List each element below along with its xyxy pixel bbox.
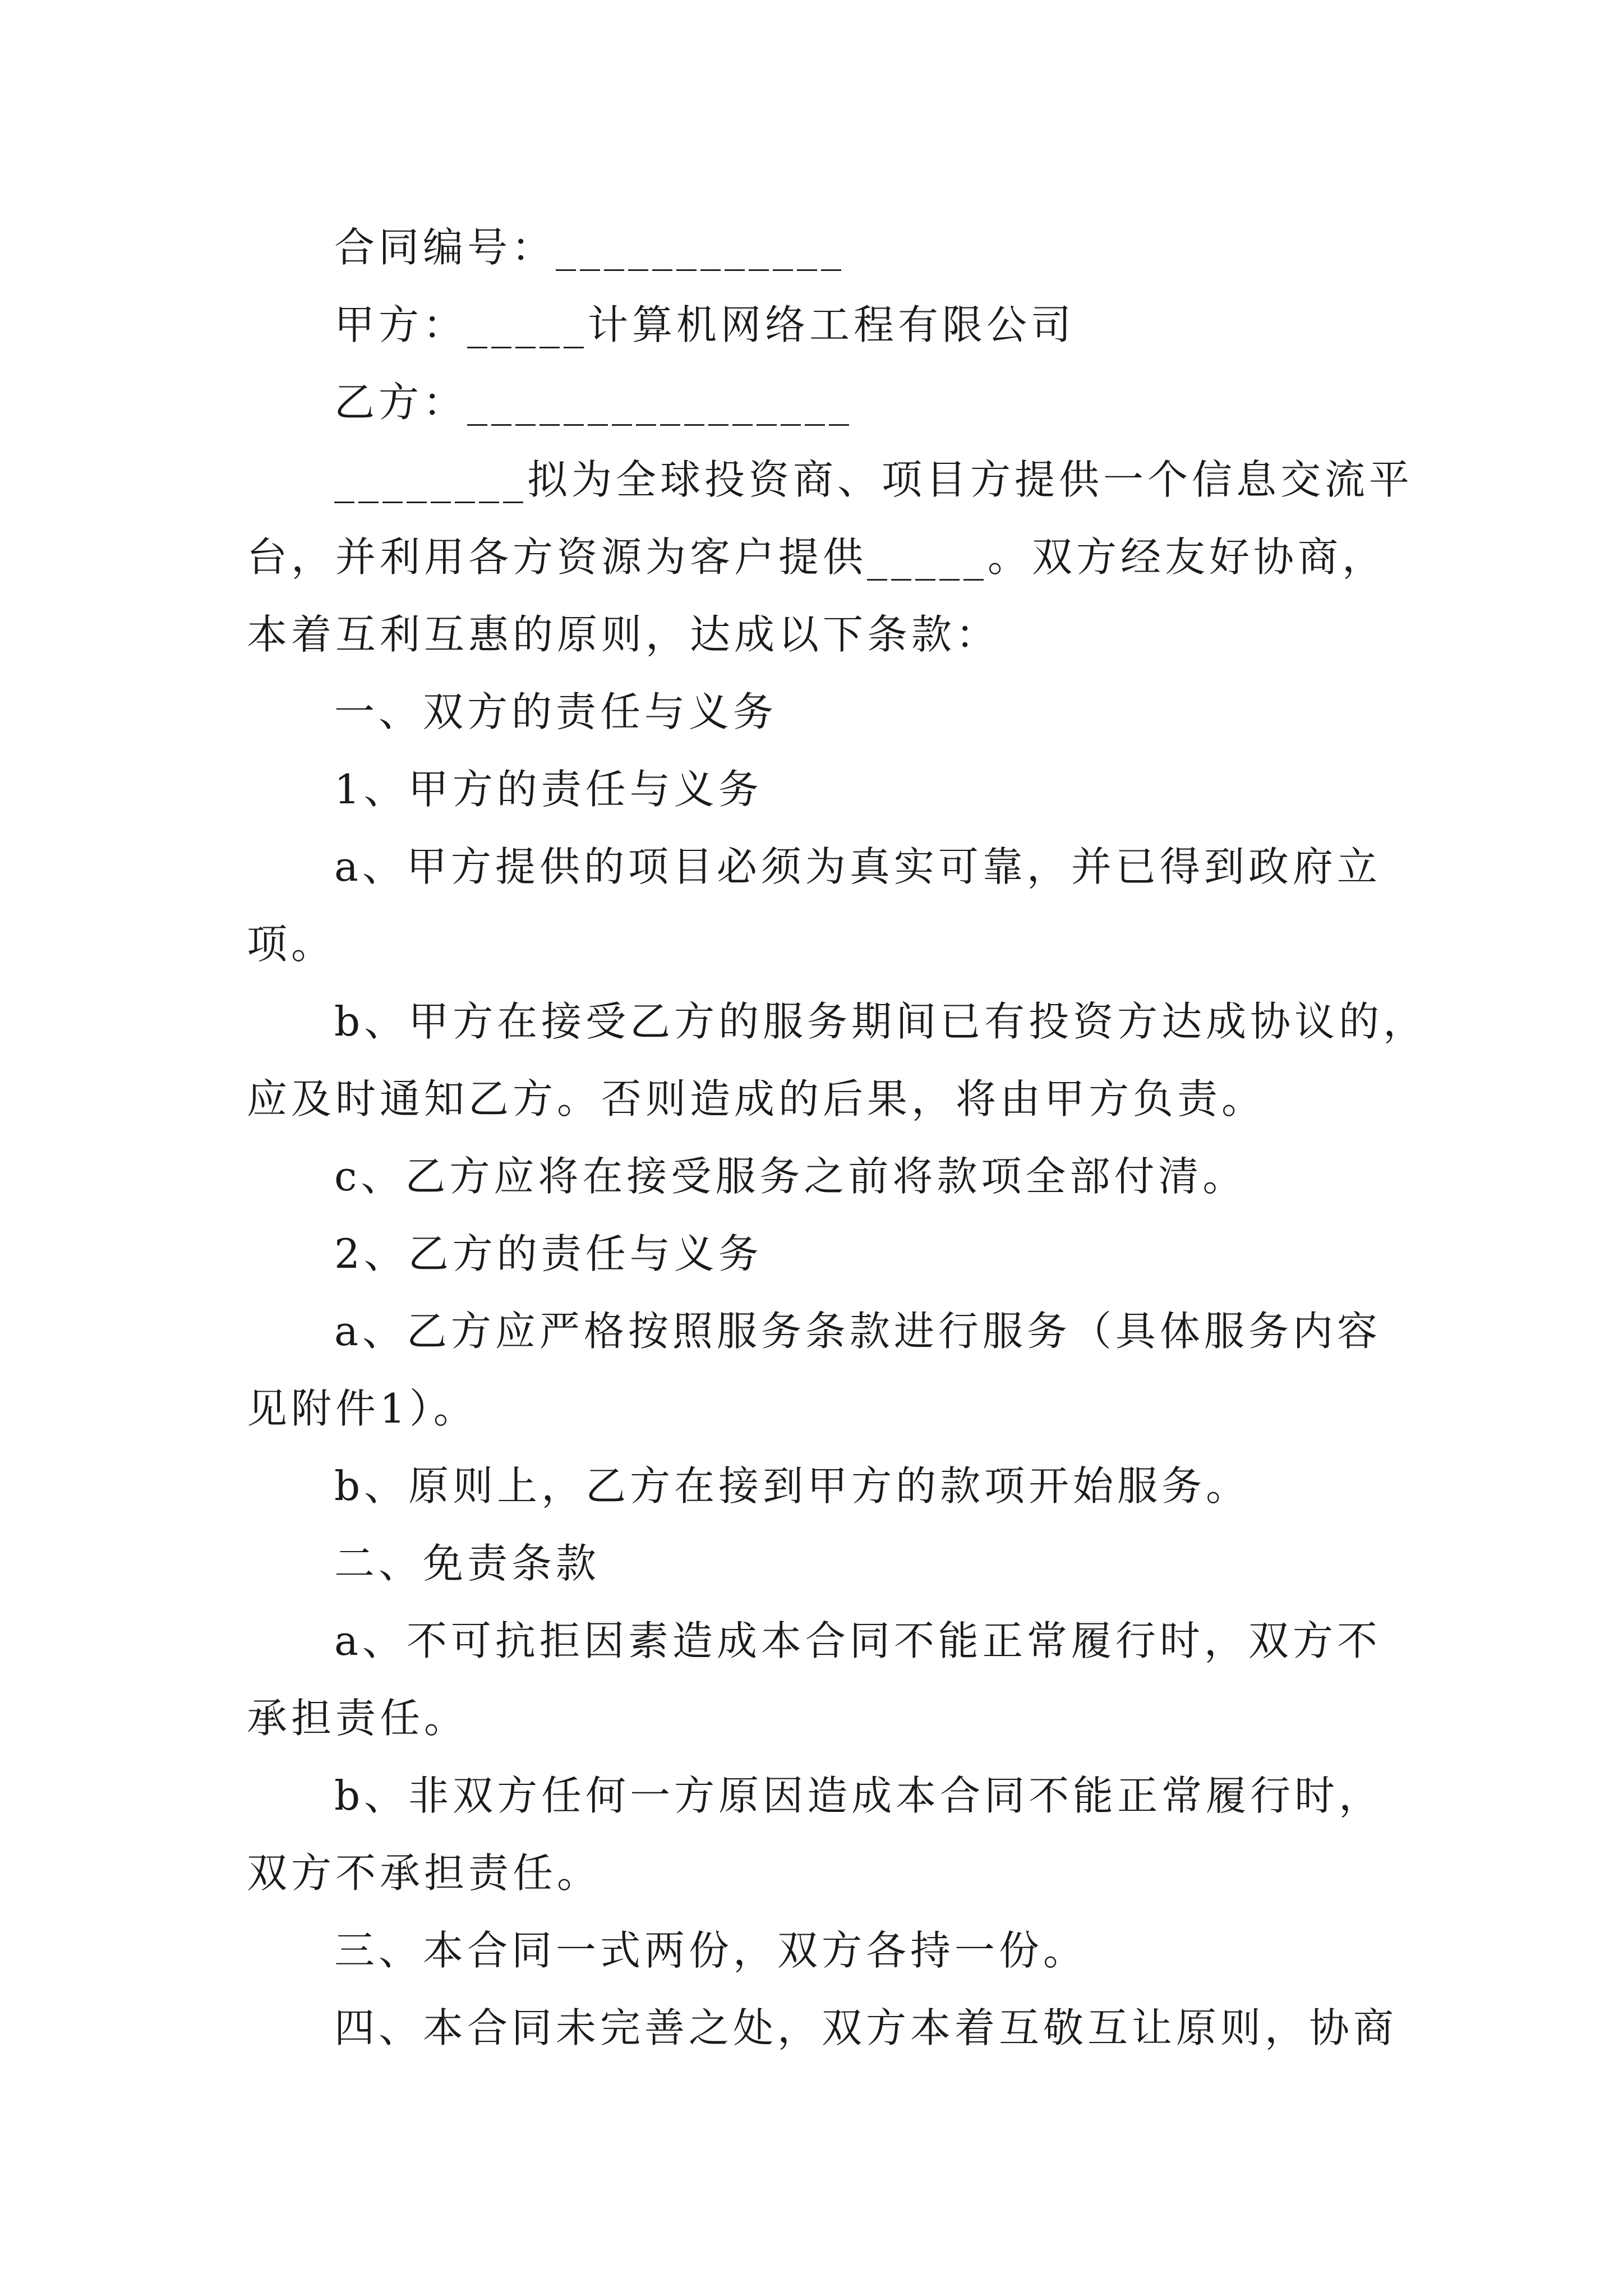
- preamble-line-3: 本着互利互惠的原则，达成以下条款：: [247, 611, 1000, 658]
- subsection-1-2-heading: 2、乙方的责任与义务: [334, 1230, 763, 1277]
- clause-2-b-line-2: 双方不承担责任。: [247, 1849, 602, 1897]
- clause-2-a-line-2: 承担责任。: [247, 1695, 469, 1742]
- clause-1-1-a-line-2: 项。: [247, 921, 336, 968]
- party-a-line: 甲方：_____计算机网络工程有限公司: [334, 301, 1076, 348]
- clause-1-1-a-line-1: a、甲方提供的项目必须为真实可靠，并已得到政府立: [334, 843, 1381, 890]
- preamble-line-1: ________拟为全球投资商、项目方提供一个信息交流平: [334, 456, 1414, 503]
- document-body: [247, 209, 1428, 2067]
- contract-number-line: 合同编号：____________: [334, 224, 846, 271]
- section-3: 三、本合同一式两份，双方各持一份。: [334, 1927, 1088, 1974]
- clause-1-2-a-line-1: a、乙方应严格按照服务条款进行服务（具体服务内容: [334, 1308, 1381, 1355]
- subsection-1-1-heading: 1、甲方的责任与义务: [334, 766, 763, 813]
- preamble-line-2: 台，并利用各方资源为客户提供_____。双方经友好协商，: [247, 533, 1387, 581]
- section-4-line-1: 四、本合同未完善之处，双方本着互敬互让原则，协商: [334, 2004, 1398, 2051]
- clause-1-1-c: c、乙方应将在接受服务之前将款项全部付清。: [334, 1153, 1247, 1200]
- party-b-line: 乙方：________________: [334, 379, 854, 426]
- clause-2-b-line-1: b、非双方任何一方原因造成本合同不能正常履行时，: [334, 1772, 1384, 1819]
- clause-1-1-b-line-2: 应及时通知乙方。否则造成的后果，将由甲方负责。: [247, 1075, 1266, 1122]
- clause-1-2-b: b、原则上，乙方在接到甲方的款项开始服务。: [334, 1462, 1251, 1510]
- clause-2-a-line-1: a、不可抗拒因素造成本合同不能正常履行时，双方不: [334, 1617, 1381, 1664]
- clause-1-1-b-line-1: b、甲方在接受乙方的服务期间已有投资方达成协议的，: [334, 998, 1428, 1045]
- clause-1-2-a-line-2: 见附件1）。: [247, 1385, 478, 1432]
- section-2-heading: 二、免责条款: [334, 1540, 601, 1587]
- section-1-heading: 一、双方的责任与义务: [334, 688, 778, 735]
